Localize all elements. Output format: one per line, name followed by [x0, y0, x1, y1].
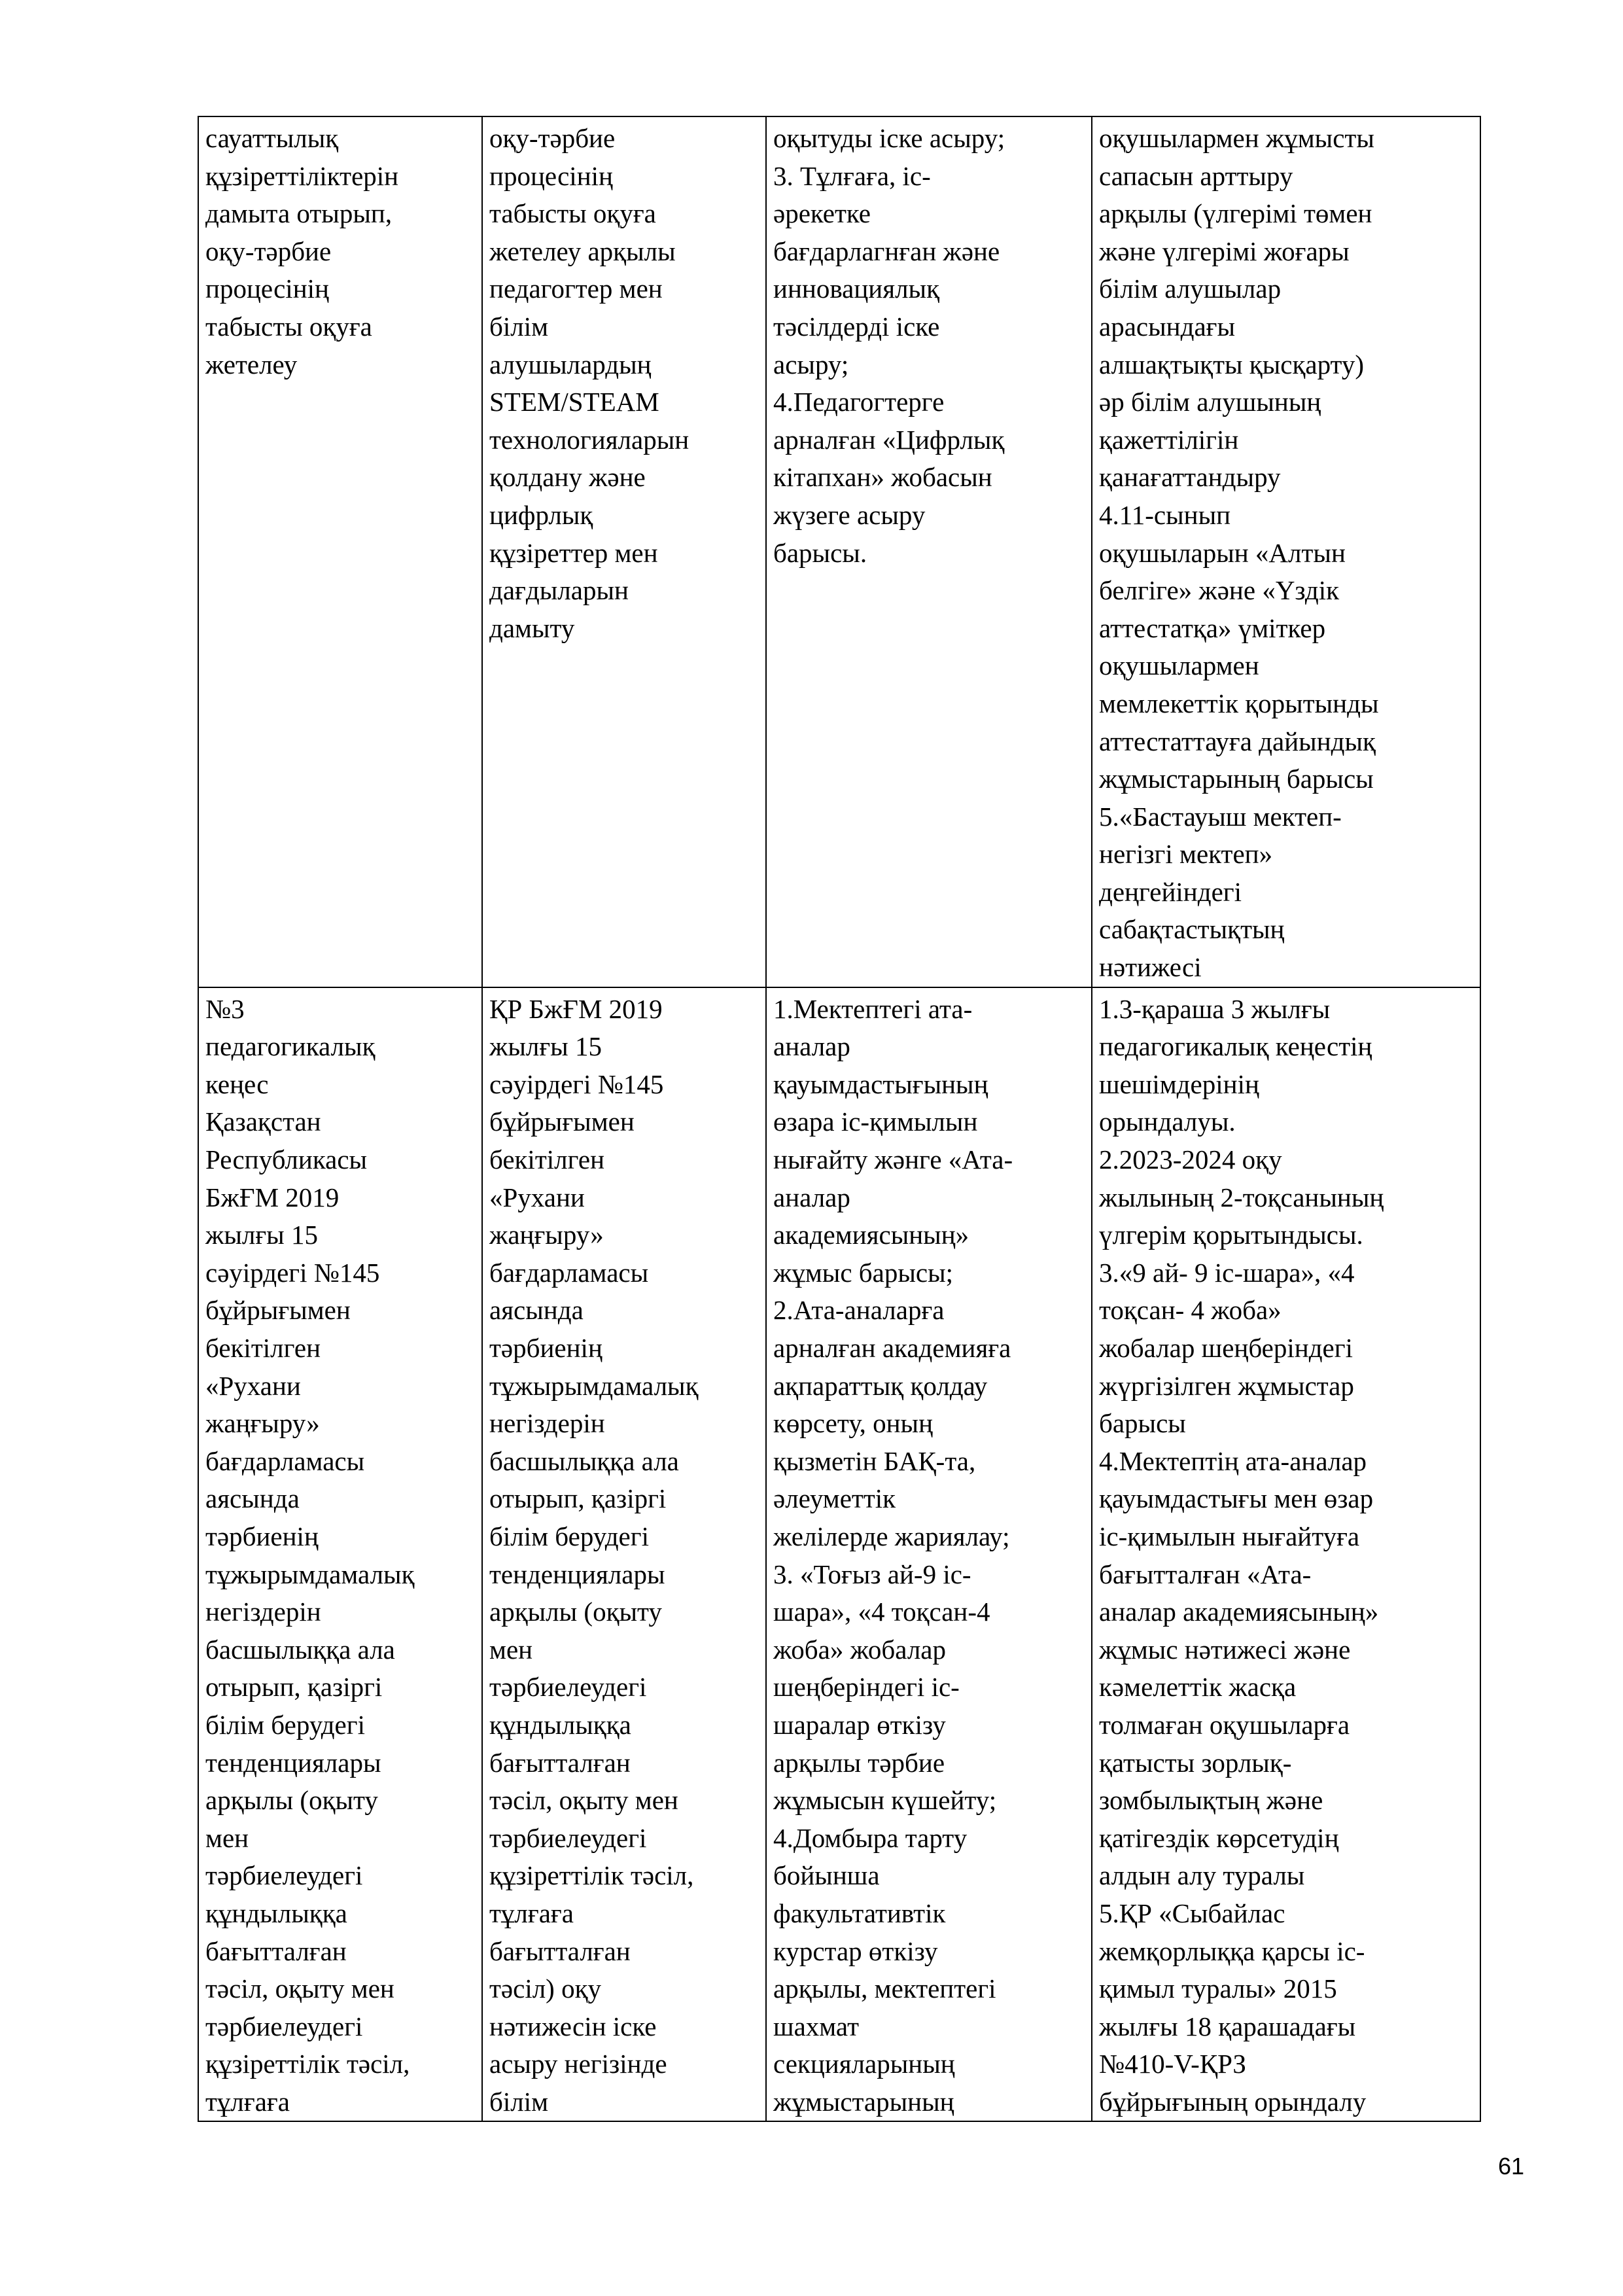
cell-text-line: негіздерін: [489, 1408, 605, 1439]
cell-text-line: тәрбиелеудегі: [205, 1860, 363, 1891]
cell-text-line: мен: [489, 1634, 533, 1665]
cell-text-line: тұжырымдамалық: [489, 1370, 699, 1401]
table-cell: [482, 987, 766, 2122]
cell-text-line: әрекетке: [773, 198, 871, 229]
cell-text-line: жылғы 18 қарашадағы: [1099, 2011, 1356, 2041]
cell-text-line: сәуірдегі №145: [205, 1257, 380, 1288]
cell-text-line: 2.2023-2024 оқу: [1099, 1144, 1282, 1175]
cell-text-line: құндылыққа: [205, 1898, 347, 1928]
cell-text-line: жылғы 15: [205, 1220, 318, 1250]
cell-text-line: бекітілген: [205, 1333, 321, 1363]
cell-text-line: тәсіл, оқыту мен: [489, 1785, 678, 1816]
cell-text-line: «Рухани: [489, 1182, 585, 1212]
cell-text-line: алушылардың: [489, 349, 652, 380]
cell-text-line: арқылы (үлгерімі төмен: [1099, 198, 1372, 229]
cell-text-line: алшақтықты қысқарту): [1099, 349, 1365, 380]
cell-text-line: жылының 2-тоқсанының: [1099, 1182, 1384, 1212]
cell-text-line: №410-V-ҚРЗ: [1099, 2049, 1246, 2079]
cell-text-line: шахмат: [773, 2011, 859, 2041]
cell-text-line: жылғы 15: [489, 1031, 602, 1062]
cell-text-line: 5.ҚР «Сыбайлас: [1099, 1898, 1285, 1928]
cell-text-line: нығайту жәнге «Ата-: [773, 1144, 1013, 1175]
cell-text-line: ақпараттық қолдау: [773, 1370, 988, 1401]
cell-text-line: қажеттілігін: [1099, 424, 1239, 455]
cell-text-line: цифрлық: [489, 499, 593, 530]
cell-text-line: толмаған оқушыларға: [1099, 1709, 1350, 1740]
cell-text-line: 1.3-қараша 3 жылғы: [1099, 993, 1331, 1024]
cell-text-line: бұйрығымен: [489, 1106, 635, 1137]
cell-text-line: өзара іс-қимылын: [773, 1106, 978, 1137]
cell-text-line: құзіреттілік тәсіл,: [489, 1860, 694, 1891]
cell-text-line: жобалар шеңберіндегі: [1099, 1333, 1353, 1363]
cell-text-line: бұйрығының орындалу: [1099, 2086, 1367, 2117]
cell-text-line: №3: [205, 993, 245, 1024]
cell-text-line: алдын алу туралы: [1099, 1860, 1305, 1891]
cell-text-line: 4.Педагогтерге: [773, 387, 945, 417]
table-cell: [198, 987, 482, 2122]
cell-text-line: жұмыс нәтижесі және: [1099, 1634, 1351, 1665]
cell-text-line: үлгерім қорытындысы.: [1099, 1220, 1363, 1250]
cell-text-line: дағдыларын: [489, 575, 629, 606]
table-cell: [482, 116, 766, 987]
cell-text-line: құзіреттілік тәсіл,: [205, 2049, 410, 2079]
cell-text-line: тәрбиенің: [489, 1333, 602, 1363]
cell-text-line: қауымдастығының: [773, 1069, 988, 1099]
cell-text-line: тәсілдерді іске: [773, 311, 940, 342]
cell-text-line: сәуірдегі №145: [489, 1069, 664, 1099]
cell-text-line: тәсіл, оқыту мен: [205, 1973, 394, 2004]
cell-text-line: бағытталған: [489, 1935, 631, 1966]
cell-text-line: жетелеу: [205, 349, 298, 380]
cell-text-line: зомбылықтың және: [1099, 1785, 1323, 1816]
cell-text-line: бекітілген: [489, 1144, 605, 1175]
cell-text-line: жетелеу арқылы: [489, 236, 676, 266]
cell-text-line: аясында: [489, 1295, 584, 1326]
cell-text-line: құндылыққа: [489, 1709, 631, 1740]
cell-text-line: әр білім алушының: [1099, 387, 1321, 417]
cell-text-line: 2.Ата-аналарға: [773, 1295, 945, 1326]
cell-text-line: 4.Домбыра тарту: [773, 1822, 968, 1853]
cell-text-line: қызметін БАҚ-та,: [773, 1445, 976, 1476]
cell-text-line: тұлғаға: [205, 2086, 290, 2117]
cell-text-line: арқылы (оқыту: [489, 1597, 662, 1627]
cell-text-line: технологияларын: [489, 424, 689, 455]
table-cell: [1092, 987, 1480, 2122]
cell-text-line: тәсіл) оқу: [489, 1973, 601, 2004]
cell-text-line: білім алушылар: [1099, 274, 1282, 304]
cell-text-line: жұмыс барысы;: [773, 1257, 954, 1288]
cell-text-line: аналар: [773, 1182, 850, 1212]
cell-text-line: педагогикалық: [205, 1031, 375, 1062]
cell-text-line: тәрбиелеудегі: [489, 1672, 647, 1703]
cell-text-line: жұмыстарының барысы: [1099, 764, 1374, 794]
cell-text-line: оқушылармен жұмысты: [1099, 123, 1374, 153]
cell-text-line: Қазақстан: [205, 1106, 321, 1137]
cell-text-line: және үлгерімі жоғары: [1099, 236, 1350, 266]
cell-text-line: бағдарламасы: [205, 1445, 365, 1476]
cell-text-line: аналар: [773, 1031, 850, 1062]
cell-text-line: қауымдастығы мен өзар: [1099, 1483, 1374, 1514]
page-number: 61: [1498, 2153, 1525, 2180]
cell-text-line: орындалуы.: [1099, 1106, 1236, 1137]
cell-text-line: табысты оқуға: [489, 198, 656, 229]
cell-text-line: тенденциялары: [205, 1747, 381, 1778]
cell-text-line: негіздерін: [205, 1597, 321, 1627]
cell-text-line: тұжырымдамалық: [205, 1559, 415, 1589]
cell-text-line: қатысты зорлық-: [1099, 1747, 1292, 1778]
cell-text-line: тұлғаға: [489, 1898, 574, 1928]
cell-text-line: жемқорлыққа қарсы іс-: [1099, 1935, 1365, 1966]
cell-text-line: нәтижесі: [1099, 952, 1202, 983]
cell-text-line: белгіге» және «Үздік: [1099, 575, 1340, 606]
cell-text-line: білім: [489, 2086, 549, 2117]
cell-text-line: ҚР БжҒМ 2019: [489, 993, 663, 1024]
cell-text-line: Республикасы: [205, 1144, 368, 1175]
cell-text-line: тәрбиелеудегі: [205, 2011, 363, 2041]
cell-text-line: процесінің: [205, 274, 329, 304]
cell-text-line: негізгі мектеп»: [1099, 839, 1273, 870]
cell-text-line: инновациялық: [773, 274, 940, 304]
cell-text-line: академиясының»: [773, 1220, 969, 1250]
cell-text-line: аттестатқа» үміткер: [1099, 612, 1326, 643]
cell-text-line: көрсету, оның: [773, 1408, 934, 1439]
cell-text-line: қимыл туралы» 2015: [1099, 1973, 1337, 2004]
cell-text-line: желілерде жариялау;: [773, 1521, 1010, 1551]
cell-text-line: арқылы тәрбие: [773, 1747, 945, 1778]
cell-text-line: дамыту: [489, 612, 575, 643]
cell-text-line: кеңес: [205, 1069, 269, 1099]
cell-text-line: қатігездік көрсетудің: [1099, 1822, 1339, 1853]
cell-text-line: барысы: [1099, 1408, 1186, 1439]
table-cell: [766, 116, 1092, 987]
cell-text-line: қанағаттандыру: [1099, 462, 1281, 493]
cell-text-line: сабақтастықтың: [1099, 914, 1285, 945]
cell-text-line: құзіреттіліктерін: [205, 160, 399, 191]
cell-text-line: асыру;: [773, 349, 849, 380]
cell-text-line: аттестаттауға дайындық: [1099, 726, 1376, 756]
cell-text-line: отырып, қазіргі: [205, 1672, 383, 1703]
cell-text-line: бұйрығымен: [205, 1295, 351, 1326]
table-cell: [198, 116, 482, 987]
cell-text-line: тәрбиелеудегі: [489, 1822, 647, 1853]
cell-text-line: сапасын арттыру: [1099, 160, 1293, 191]
cell-text-line: арқылы, мектептегі: [773, 1973, 996, 2004]
cell-text-line: арқылы (оқыту: [205, 1785, 378, 1816]
cell-text-line: іс-қимылын нығайтуға: [1099, 1521, 1360, 1551]
cell-text-line: оқу-тәрбие: [489, 123, 616, 153]
cell-text-line: тенденциялары: [489, 1559, 665, 1589]
cell-text-line: жаңғыру»: [489, 1220, 604, 1250]
cell-text-line: барысы.: [773, 537, 867, 568]
cell-text-line: кітапхан» жобасын: [773, 462, 992, 493]
cell-text-line: 3. «Тоғыз ай-9 іс-: [773, 1559, 971, 1589]
cell-text-line: арналған «Цифрлық: [773, 424, 1005, 455]
cell-text-line: секцияларының: [773, 2049, 955, 2079]
cell-text-line: шешімдерінің: [1099, 1069, 1259, 1099]
cell-text-line: арасындағы: [1099, 311, 1236, 342]
cell-text-line: оқытуды іске асыру;: [773, 123, 1005, 153]
table-cell: [766, 987, 1092, 2122]
cell-text-line: қолдану және: [489, 462, 646, 493]
cell-text-line: деңгейіндегі: [1099, 876, 1242, 907]
cell-text-line: аналар академиясының»: [1099, 1597, 1379, 1627]
cell-text-line: табысты оқуға: [205, 311, 372, 342]
table-row: [198, 116, 1480, 987]
cell-text-line: бағдарлагнған және: [773, 236, 1000, 266]
cell-text-line: басшылыққа ала: [205, 1634, 395, 1665]
cell-text-line: факультативтік: [773, 1898, 946, 1928]
cell-text-line: бағытталған «Ата-: [1099, 1559, 1312, 1589]
cell-text-line: бағытталған: [489, 1747, 631, 1778]
cell-text-line: мемлекеттік қорытынды: [1099, 688, 1379, 718]
cell-text-line: БжҒМ 2019: [205, 1182, 340, 1212]
cell-text-line: 5.«Бастауыш мектеп-: [1099, 801, 1342, 832]
cell-text-line: дамыта отырып,: [205, 198, 393, 229]
cell-text-line: білім берудегі: [205, 1709, 365, 1740]
cell-text-line: білім берудегі: [489, 1521, 649, 1551]
cell-text-line: нәтижесін іске: [489, 2011, 657, 2041]
cell-text-line: арналған академияға: [773, 1333, 1011, 1363]
cell-text-line: STEM/STEAM: [489, 387, 659, 417]
cell-text-line: 4.11-сынып: [1099, 499, 1231, 530]
cell-text-line: педагогикалық кеңестің: [1099, 1031, 1372, 1062]
cell-text-line: педагогтер мен: [489, 274, 663, 304]
cell-text-line: процесінің: [489, 160, 613, 191]
cell-text-line: жаңғыру»: [205, 1408, 320, 1439]
cell-text-line: оқу-тәрбие: [205, 236, 332, 266]
cell-text-line: шеңберіндегі іс-: [773, 1672, 960, 1703]
cell-text-line: жұмыстарының: [773, 2086, 954, 2117]
document-table: [198, 116, 1481, 2122]
cell-text-line: жоба» жобалар: [773, 1634, 946, 1665]
cell-text-line: «Рухани: [205, 1370, 301, 1401]
cell-text-line: аясында: [205, 1483, 300, 1514]
cell-text-line: әлеуметтік: [773, 1483, 896, 1514]
table-cell: [1092, 116, 1480, 987]
cell-text-line: бағдарламасы: [489, 1257, 649, 1288]
cell-text-line: курстар өткізу: [773, 1935, 938, 1966]
cell-text-line: жүргізілген жұмыстар: [1099, 1370, 1354, 1401]
cell-text-line: білім: [489, 311, 549, 342]
table-row: [198, 987, 1480, 2122]
cell-text-line: құзіреттер мен: [489, 537, 658, 568]
cell-text-line: басшылыққа ала: [489, 1445, 679, 1476]
cell-text-line: бойынша: [773, 1860, 880, 1891]
cell-text-line: оқушылармен: [1099, 650, 1259, 681]
cell-text-line: жүзеге асыру: [773, 499, 926, 530]
cell-text-line: оқушыларын «Алтын: [1099, 537, 1346, 568]
cell-text-line: отырып, қазіргі: [489, 1483, 667, 1514]
cell-text-line: 3.«9 ай- 9 іс-шара», «4: [1099, 1257, 1355, 1288]
cell-text-line: 3. Тұлғаға, іс-: [773, 160, 931, 191]
cell-text-line: тоқсан- 4 жоба»: [1099, 1295, 1282, 1326]
cell-text-line: тәрбиенің: [205, 1521, 319, 1551]
cell-text-line: жұмысын күшейту;: [773, 1785, 997, 1816]
cell-text-line: 4.Мектептің ата-аналар: [1099, 1445, 1367, 1476]
cell-text-line: мен: [205, 1822, 249, 1853]
cell-text-line: бағытталған: [205, 1935, 347, 1966]
cell-text-line: шара», «4 тоқсан-4: [773, 1597, 990, 1627]
cell-text-line: асыру негізінде: [489, 2049, 667, 2079]
cell-text-line: шаралар өткізу: [773, 1709, 946, 1740]
cell-text-line: 1.Мектептегі ата-: [773, 993, 973, 1024]
cell-text-line: сауаттылық: [205, 123, 339, 153]
cell-text-line: кәмелеттік жасқа: [1099, 1672, 1297, 1703]
